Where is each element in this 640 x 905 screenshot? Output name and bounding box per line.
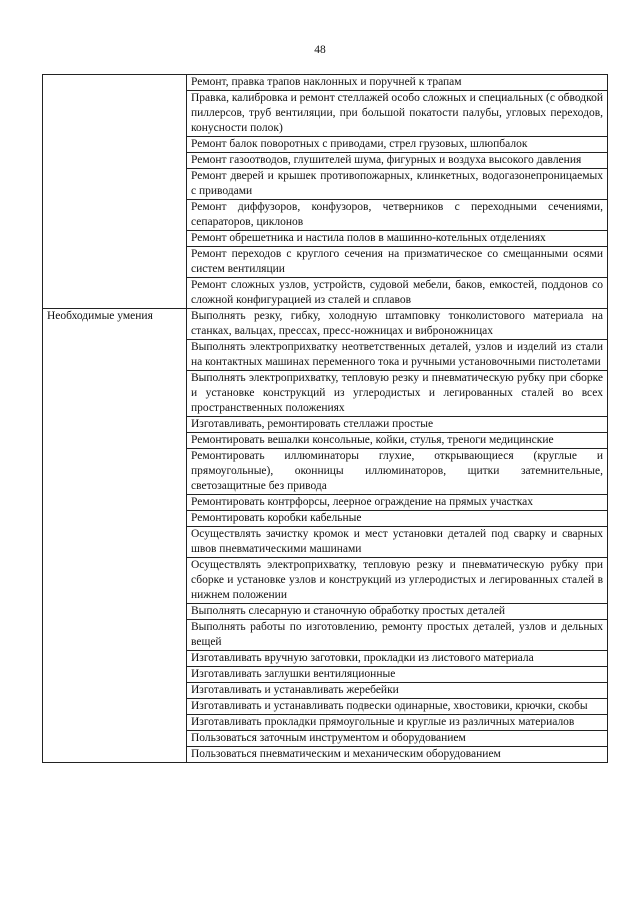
requirement-item: Ремонтировать вешалки консольные, койки, стулья, треноги медицинские: [187, 433, 608, 449]
requirement-item: Изготавливать и устанавливать жеребейки: [187, 683, 608, 699]
requirement-item: Изготавливать и устанавливать подвески одинарные, хвостовики, крючки, скобы: [187, 699, 608, 715]
requirement-item: Ремонт сложных узлов, устройств, судовой мебели, баков, емкостей, поддонов со сложной конфигурацией из сталей и сплавов: [187, 278, 608, 309]
page-number: 48: [314, 44, 326, 56]
requirement-item: Правка, калибровка и ремонт стеллажей особо сложных и специальных (с обводкой пиллерсов, труб вентиляции, при большой покатости палубы, угловых переходов, конусности полок): [187, 91, 608, 137]
requirements-table-body: [43, 75, 608, 763]
requirement-item: Ремонт диффузоров, конфузоров, четверников с переходными сечениями, сепараторов, циклонов: [187, 200, 608, 231]
requirement-item: Ремонт, правка трапов наклонных и поручней к трапам: [187, 75, 608, 91]
requirement-item: Изготавливать вручную заготовки, прокладки из листового материала: [187, 651, 608, 667]
requirement-item: Ремонт балок поворотных с приводами, стрел грузовых, шлюпбалок: [187, 137, 608, 153]
requirement-item: Выполнять работы по изготовлению, ремонту простых деталей, узлов и дельных вещей: [187, 620, 608, 651]
requirement-item: Изготавливать заглушки вентиляционные: [187, 667, 608, 683]
requirement-item: Ремонт газоотводов, глушителей шума, фигурных и воздуха высокого давления: [187, 153, 608, 169]
requirement-item: Осуществлять зачистку кромок и мест установки деталей под сварку и сварных швов пневматическими машинами: [187, 527, 608, 558]
requirement-item: Выполнять электроприхватку, тепловую резку и пневматическую рубку при сборке и установке конструкций из углеродистых и легированных сталей во всех пространственных положениях: [187, 371, 608, 417]
section-title-cell: [43, 75, 187, 309]
requirement-item: Выполнять резку, гибку, холодную штамповку тонколистового материала на станках, вальцах, прессах, пресс-ножницах и виброножницах: [187, 309, 608, 340]
section-title-cell: Необходимые умения: [43, 309, 187, 763]
requirement-item: Изготавливать прокладки прямоугольные и круглые из различных материалов: [187, 715, 608, 731]
requirement-item: Выполнять слесарную и станочную обработку простых деталей: [187, 604, 608, 620]
requirement-item: Осуществлять электроприхватку, тепловую резку и пневматическую рубку при сборке и установке узлов и конструкций из углеродистых и легированных сталей в нижнем положении: [187, 558, 608, 604]
requirement-item: Ремонтировать коробки кабельные: [187, 511, 608, 527]
requirement-item: Ремонтировать иллюминаторы глухие, открывающиеся (круглые и прямоугольные), оконницы иллюминаторов, щитки затемнительные, светозащитные без привода: [187, 449, 608, 495]
requirement-item: Пользоваться пневматическим и механическим оборудованием: [187, 747, 608, 763]
requirement-item: Выполнять электроприхватку неответственных деталей, узлов и изделий из стали на контактных машинах переменного тока и ручными установочными пистолетами: [187, 340, 608, 371]
requirement-item: Ремонт переходов с круглого сечения на призматическое со смещанными осями систем вентиляции: [187, 247, 608, 278]
requirement-item: Ремонтировать контрфорсы, леерное ограждение на прямых участках: [187, 495, 608, 511]
table-row: [43, 75, 608, 91]
table-row: [43, 309, 608, 340]
requirement-item: Пользоваться заточным инструментом и оборудованием: [187, 731, 608, 747]
requirement-item: Изготавливать, ремонтировать стеллажи простые: [187, 417, 608, 433]
requirement-item: Ремонт обрешетника и настила полов в машинно-котельных отделениях: [187, 231, 608, 247]
requirement-item: Ремонт дверей и крышек противопожарных, клинкетных, водогазонепроницаемых с приводами: [187, 169, 608, 200]
requirements-table: [42, 74, 608, 763]
